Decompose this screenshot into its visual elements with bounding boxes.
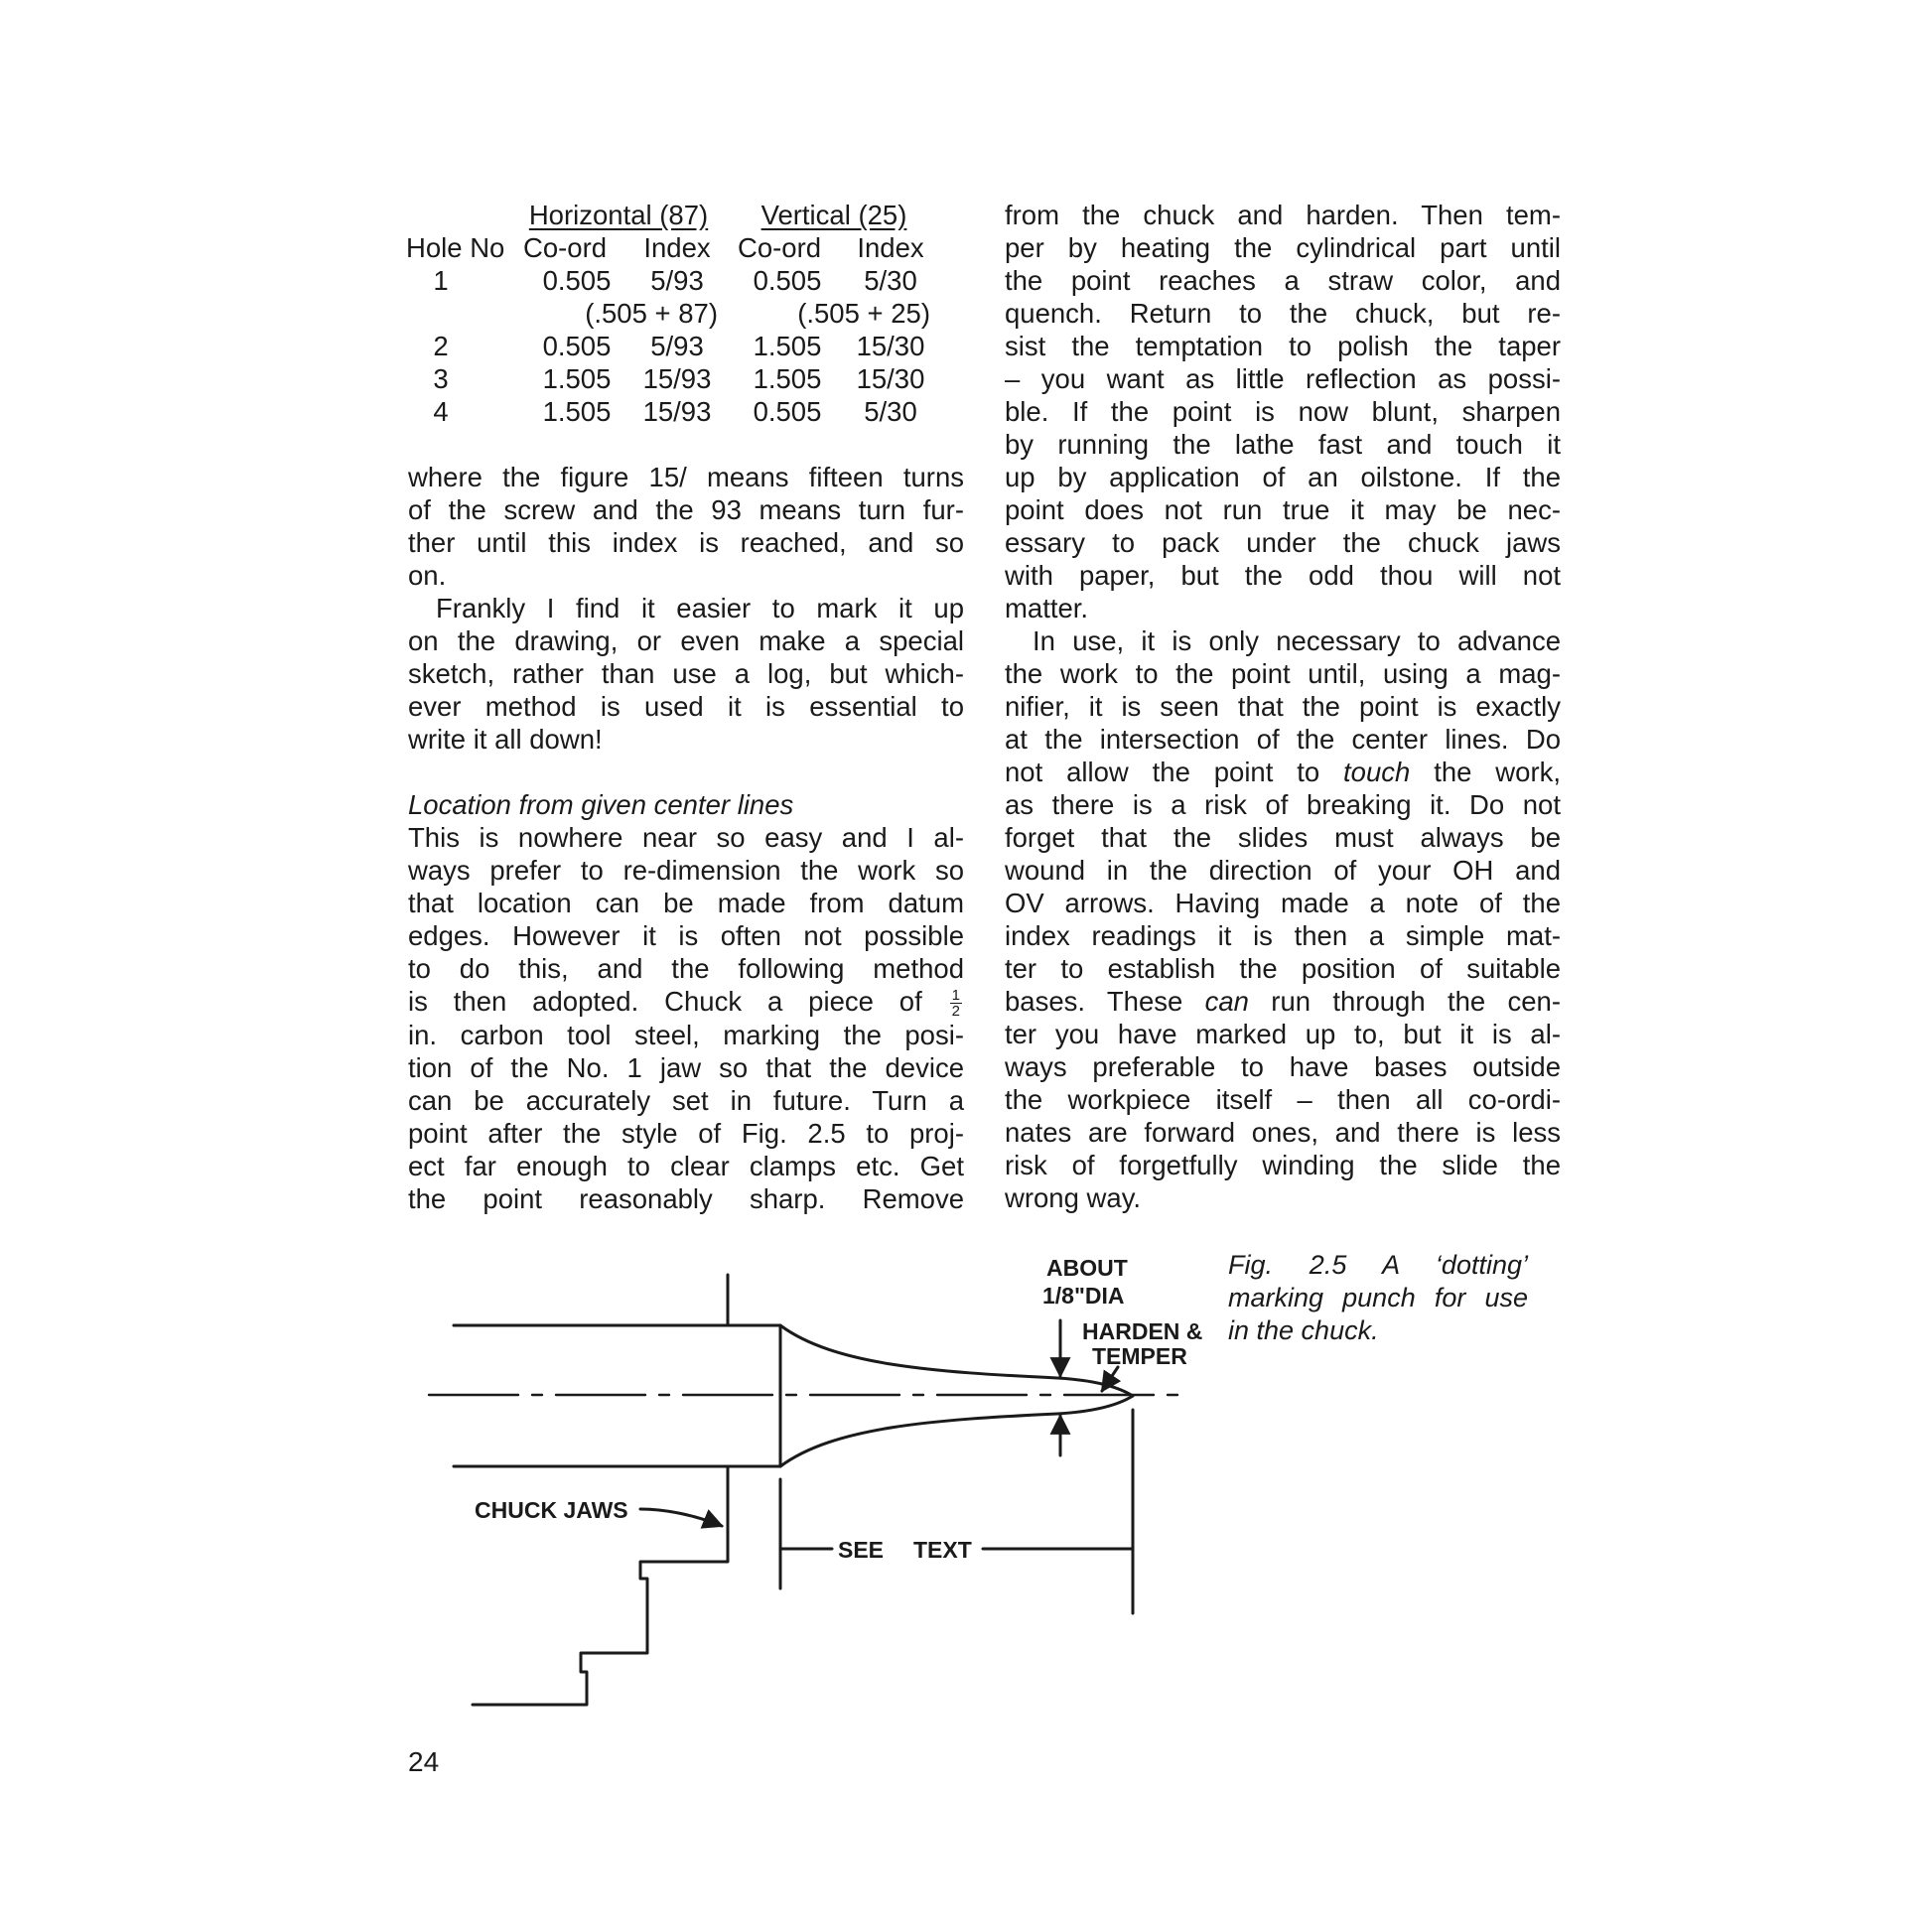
label-harden: HARDEN & [1082, 1318, 1203, 1344]
section-heading: Location from given center lines [408, 789, 794, 820]
fraction-line: is then adopted. Chuck a piece of $\frac{1}{2}$ [408, 986, 960, 1021]
chuck-jaws-leader [640, 1509, 722, 1526]
header-index-h: Index [643, 232, 711, 263]
touch-line: not allow the point to touch the work, [1005, 757, 1562, 787]
table-row: 1 0.505 5/93 0.505 5/30 [433, 265, 917, 296]
table-row: (.505 + 87) (.505 + 25) [585, 298, 930, 329]
right-paragraph-2: In use, it is only necessary to advance the work to the point until, using a mag- nifier, it is seen that the point is exactly at the intersection of the center lines. Do not allow the point to touch the work, as there is a risk of breaking it. Do not forget that the slides must always be wound in the direction of your OH and OV arrows. Having made a note of the index readings it is then a simple mat- ter to establish the position of suitable bases. These can run through the cen- ter you have marked up to, but it is al- ways preferable to have bases outside the workpiece itself – then all co-ordi- nates are forward ones, and there is less risk of forgetfully winding the slide the wrong way. [1005, 625, 1562, 1213]
header-index-v: Index [857, 232, 924, 263]
table-row: 4 1.505 15/93 0.505 5/30 [433, 396, 917, 427]
left-paragraph-3: This is nowhere near so easy and I al- ways prefer to re-dimension the work so that location can be made from datum edges. However it is often not possible to do this, and the following method is then adopted. Chuck a piece of $\frac{1}{2}$ in. carbon tool steel, marking the posi- tion of the No. 1 jaw so that the device can be accurately set in future. Turn a point after the style of Fig. 2.5 to proj- ect far enough to clear clamps etc. Get the point reasonably sharp. Remove [408, 822, 964, 1215]
label-see: SEE [838, 1537, 885, 1563]
label-chuck-jaws: CHUCK JAWS [475, 1497, 628, 1523]
header-hole-no: Hole No [406, 232, 505, 263]
header-coord-h: Co-ord [523, 232, 608, 263]
left-paragraph-2: Frankly I find it easier to mark it up on the drawing, or even make a special sketch, rather than use a log, but which- ever method is used it is essential to write it all down! [408, 593, 964, 755]
left-paragraph-1: where the figure 15/ means fifteen turns of the screw and the 93 means turn fur- ther until this index is reached, and so on. [408, 462, 964, 591]
label-text: TEXT [913, 1537, 972, 1563]
group-horizontal: Horizontal (87) [528, 200, 709, 230]
figure-caption: Fig. 2.5 A ‘dotting’ marking punch for use in the chuck. [1228, 1250, 1528, 1345]
table-row: 2 0.505 5/93 1.505 15/30 [433, 331, 925, 361]
header-coord-v: Co-ord [738, 232, 822, 263]
table-row: 3 1.505 15/93 1.505 15/30 [433, 363, 925, 394]
taper-top-curve [780, 1325, 1133, 1396]
taper-bottom-curve [780, 1396, 1133, 1466]
page-number: 24 [408, 1746, 440, 1777]
label-temper: TEMPER [1092, 1343, 1187, 1369]
group-vertical: Vertical (25) [760, 200, 907, 230]
fraction-one-half: $\frac{1}{2}$ [951, 987, 960, 1021]
right-paragraph-1: from the chuck and harden. Then tem- per by heating the cylindrical part until the point reaches a straw color, and quench. Return to the chuck, but re- sist the temptation to polish the taper – you want as little reflection as possi- ble. If the point is now blunt, sharpen by running the lathe fast and touch it up by application of an oilstone. If the point does not run true it may be nec- essary to pack under the chuck jaws with paper, but the odd thou will not matter. [1005, 200, 1561, 623]
chuck-jaw-outline [473, 1544, 728, 1705]
label-dia: 1/8"DIA [1042, 1283, 1125, 1309]
label-about: ABOUT [1046, 1255, 1128, 1281]
can-line: bases. These can run through the cen- [1005, 986, 1561, 1017]
